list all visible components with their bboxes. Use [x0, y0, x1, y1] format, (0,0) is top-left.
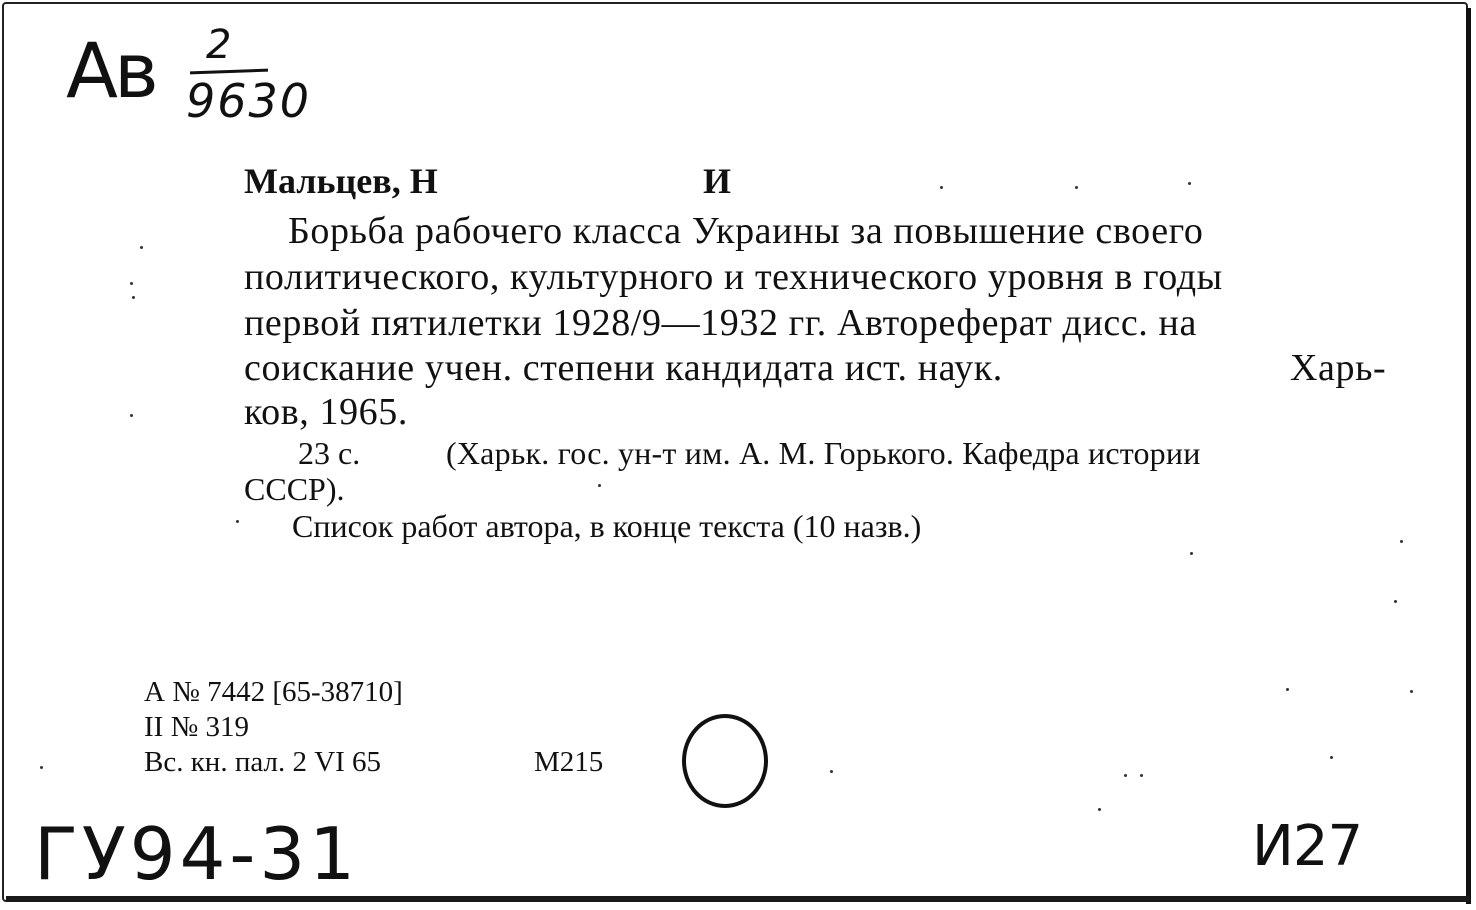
- title-line-2: политического, культурного и технического уровня в годы: [244, 256, 1223, 298]
- scan-speck: [236, 520, 239, 523]
- scan-speck: [1098, 808, 1101, 811]
- author-surname: Мальцев, Н: [244, 161, 438, 201]
- title-line-4: соискание учен. степени кандидата ист. наук.: [244, 347, 1003, 389]
- scan-speck: [1188, 182, 1191, 185]
- scan-speck: [132, 296, 135, 299]
- shelfmark-numerator: 2: [206, 22, 232, 68]
- scan-speck: [1075, 186, 1078, 189]
- scan-speck: [1330, 756, 1333, 759]
- scan-speck: [1286, 688, 1289, 691]
- registration-line-1: А № 7442 [65-38710]: [144, 676, 403, 708]
- registration-line-3: Вс. кн. пал. 2 VI 65: [144, 746, 382, 778]
- registration-line-2: II № 319: [144, 711, 249, 743]
- scan-speck: [1124, 774, 1127, 777]
- punch-hole-circle: [682, 714, 768, 808]
- title-line-1: Борьба рабочего класса Украины за повышение своего: [288, 210, 1204, 252]
- place-line-end: Харь-: [1290, 347, 1387, 389]
- author-initial-2: И: [703, 161, 732, 201]
- card-edge-right: [1466, 8, 1471, 904]
- registration-code: М215: [534, 746, 604, 778]
- scan-speck: [140, 246, 143, 249]
- shelfmark-prefix: Ав: [66, 26, 155, 115]
- scan-speck: [130, 282, 133, 285]
- scan-speck: [130, 414, 133, 417]
- card-edge-bottom: [6, 896, 1470, 902]
- bibliography-note: Список работ автора, в конце текста (10 назв.): [292, 508, 922, 544]
- scan-speck: [1394, 600, 1397, 603]
- scan-speck: [40, 766, 43, 769]
- collation-series-end: СССР).: [244, 471, 345, 507]
- scan-speck: [830, 770, 833, 773]
- handwritten-bottom-right: И27: [1252, 814, 1363, 879]
- collation-series: (Харьк. гос. ун-т им. А. М. Горького. Кафедра истории: [446, 435, 1201, 471]
- scan-speck: [1410, 690, 1413, 693]
- title-line-5: ков, 1965.: [244, 391, 408, 433]
- handwritten-bottom-left: ГУ94-31: [34, 812, 359, 896]
- scan-speck: [940, 186, 943, 189]
- title-line-3: первой пятилетки 1928/9—1932 гг. Автореферат дисс. на: [244, 302, 1197, 344]
- shelfmark-denominator: 9630: [186, 74, 312, 128]
- scan-speck: [1400, 540, 1403, 543]
- collation-pages: 23 с.: [298, 435, 361, 471]
- scan-speck: [1190, 552, 1193, 555]
- scan-speck: [1140, 774, 1143, 777]
- scan-speck: [598, 484, 601, 487]
